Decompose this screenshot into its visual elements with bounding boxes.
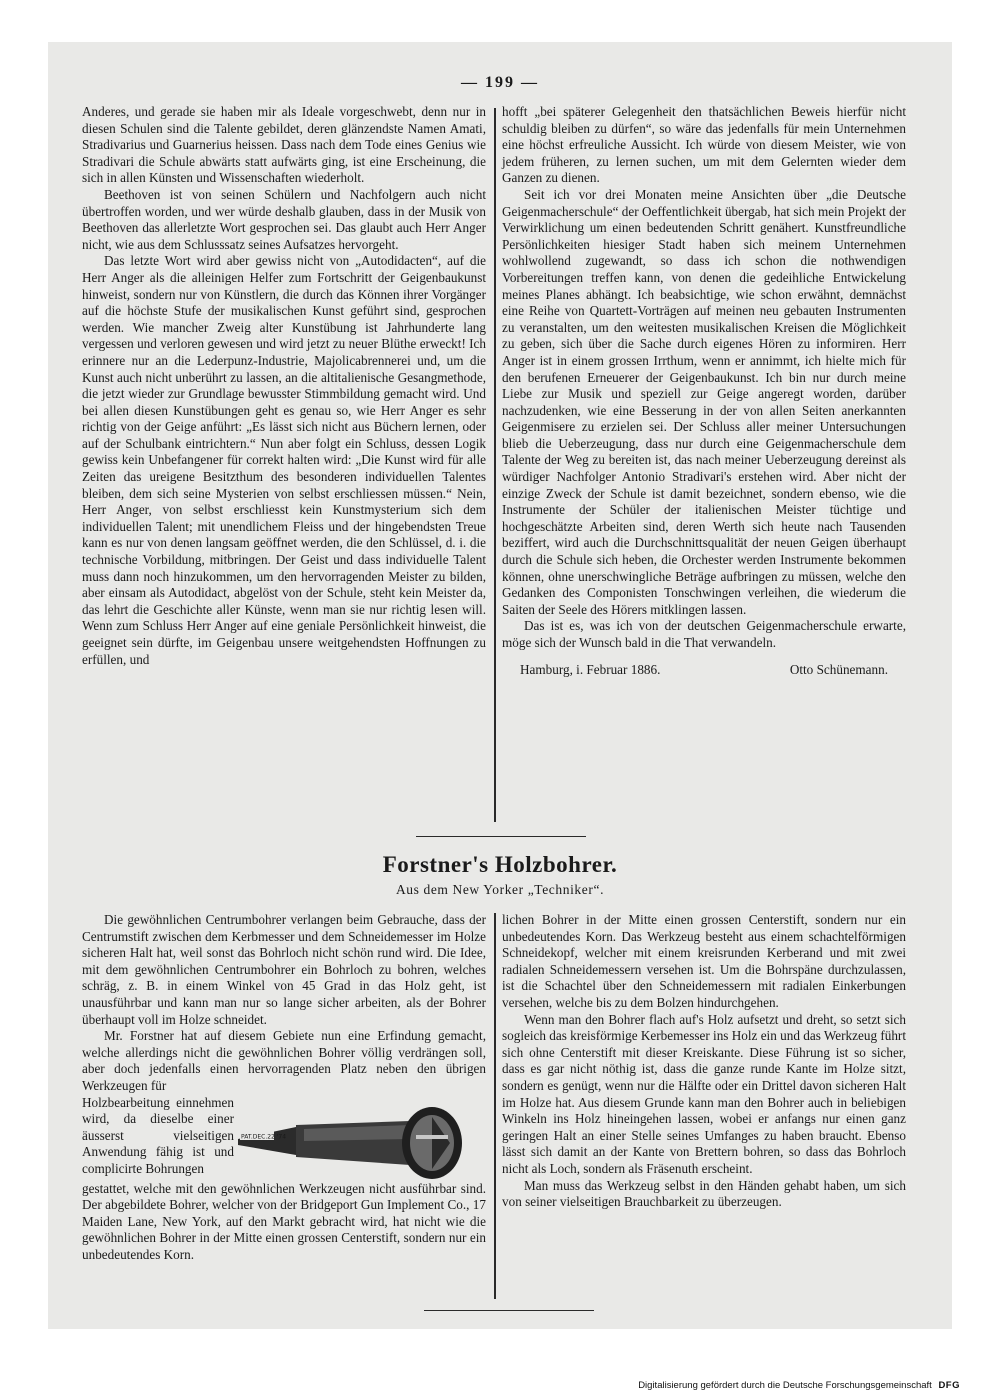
place-date: Hamburg, i. Februar 1886. <box>520 661 661 677</box>
paragraph: Man muss das Werkzeug selbst in den Händen gehabt haben, um sich von seiner vielseitigen Brauchbarkeit zu überzeugen. <box>502 1177 906 1210</box>
paragraph: lichen Bohrer in der Mitte einen grossen Centerstift, sondern nur ein unbedeutendes Korn. Das Werkzeug besteht aus einem schachtelförmigen Schneidekopf, welcher mit einem kreisrunden Kerberand und mit zwei radialen Schneidemessern versehen ist. Um die Bohrspäne durchzulassen, ist die Schachtel über den Schneidemessern mit radialen Einkerbungen versehen, welche bis zu dem Bolzen hindurchgehen. <box>502 912 906 1010</box>
article-title: Forstner's Holzbohrer. <box>382 852 618 877</box>
signature-line <box>502 662 906 679</box>
article-subtitle: Aus dem New Yorker „Techniker“. <box>395 882 605 897</box>
paragraph: Das ist es, was ich von der deutschen Geigenmacherschule erwarte, möge sich der Wunsch bald in die That verwandeln. <box>502 618 906 650</box>
letter-column-right <box>502 104 906 678</box>
paragraph: Beethoven ist von seinen Schülern und Nachfolgern auch nicht übertroffen worden, und wer würde deshalb glauben, dass in der Musik von Beethoven das allerletzte Wort gesprochen sei. Das glaubt auch Herr Anger nicht, wie aus dem Schlusssatz seines Aufsatzes hervorgeht. <box>82 186 486 252</box>
end-rule <box>424 1310 594 1311</box>
author-name: Otto Schünemann. <box>789 661 888 677</box>
dfg-logo: DFG <box>938 1380 960 1391</box>
figure-stamp: PAT.DEC.22 '74 <box>241 1133 287 1141</box>
figure-row <box>82 1095 486 1181</box>
paragraph: Mr. Forstner hat auf diesem Gebiete nun eine Erfindung gemacht, welche allerdings nicht die gewöhnlichen Bohrer völlig verdrängen soll, aber doch jedenfalls einen hervorragenden Platz neben den übrigen Werkzeugen für <box>82 1028 486 1093</box>
paragraph: hofft „bei späterer Gelegenheit den thatsächlichen Beweis hierfür nicht schuldig bleiben zu dürfen“, so wäre das jedenfalls für mein Unternehmen eine höchst erfreuliche Aussicht. Ich würde von diesem Meister, wie von jedem früheren, zu lernen suchen, um mit dem Gelernten wieder dem Ganzen zu dienen. <box>502 104 906 186</box>
paragraph: Die gewöhnlichen Centrumbohrer verlangen beim Gebrauche, dass der Centrumstift zwischen dem Kerbmesser und dem Schneidemesser im Holze sicheren Halt hat, weil sonst das Bohrloch nicht schön rund wird. Die Idee, mit dem gewöhnlichen Centrumbohrer ein Bohrloch zu bohren, welches schräg, z. B. in einem Winkel von 45 Grad in das Holz geht, ist unausführbar und kann man nur so lange sicher arbeiten, als der Bohrer überhaupt voll im Holze schneidet. <box>82 912 486 1027</box>
drill-bit-icon <box>234 1095 484 1181</box>
article-column-right <box>502 912 906 1211</box>
forstner-bit-illustration <box>234 1095 486 1181</box>
page-number: — 199 — <box>461 74 539 91</box>
footer <box>600 1380 960 1391</box>
section-rule <box>416 836 586 837</box>
paragraph: Wenn man den Bohrer flach auf's Holz aufsetzt und dreht, so setzt sich sogleich das kreisförmige Kerbemesser ins Holz ein und das Werkzeug führt sich ohne Centerstift mit dieser Kreiskante. Diese Führung ist so sicher, dass es gar nicht nöthig ist, dass die ganze runde Kante im Holze sitzt, sondern es genügt, wenn nur die Hälfte oder ein Drittel davon sicheren Halt im Holze hat. Aus diesem Grunde kann man den Bohrer auch in beliebigen Winkeln ins Holz hineingehen lassen, wobei er anfangs nur einen ganz geringen Halt an einer Stelle seines Umfanges zu haben braucht. Ebenso lässt sich damit an der Kante von Brettern bohren, so dass das Bohrloch nicht als Loch, sondern als Fräsenuth erscheint. <box>502 1011 906 1176</box>
column-divider <box>494 108 496 822</box>
funding-note: Digitalisierung gefördert durch die Deutsche Forschungsgemeinschaft <box>638 1380 932 1391</box>
column-divider <box>494 913 496 1299</box>
letter-column-left <box>82 104 486 668</box>
figure-wrap-text: Holzbearbeitung einnehmen wird, da dieselbe einer äusserst vielseitigen Anwendung fähig ist und complicirte Bohrungen <box>82 1094 234 1176</box>
paragraph: Anderes, und gerade sie haben mir als Ideale vorgeschwebt, denn nur in diesen Schulen sind die Talente gebildet, deren glänzendste Namen Amati, Stradivarius und Guarnerius heissen. Dass nach dem Tode eines Genius wie Stradivari die Schule abwärts statt aufwärts ging, ist eine Erscheinung, die sich in allen Künsten und Wissenschaften wiederholt. <box>82 104 486 186</box>
article-column-left <box>82 912 486 1264</box>
paragraph: Seit ich vor drei Monaten meine Ansichten über „die Deutsche Geigenmacherschule“ der Oeffentlichkeit übergab, hat sich mein Projekt der Verwirklichung um einen bedeutenden Schritt genähert. Kunstfreundliche Persönlichkeiten hiesiger Stadt haben sich meinem Unternehmen wohlwollend zugewandt, so dass ich schon die nothwendigen Vorbereitungen treffen kann, von denen die gedeihliche Entwickelung meines Planes abhängt. Ich beabsichtige, wie schon erwähnt, demnächst eine Reihe von Quartett-Vorträgen auf meinen neu gebauten Instrumenten zu veranstalten, um den weitesten musikalischen Kreisen die Möglichkeit zu geben, sich über die Sache durch eigenes Hören zu informiren. Herr Anger ist in einem grossen Irrthum, wenn er annimmt, ich hielte mich für den berufenen Erneuerer der Geigenbaukunst. Ich bin nur durch meine Liebe zur Musik und speziell zur Geige angeregt worden, darüber nachzudenken, wie eine Besserung in der von allen Seiten anerkannten Geigenmisere zu erzielen sei. Der Schluss aller meiner Untersuchungen blieb die Ueberzeugung, dass nur durch eine Geigenmacherschule dem Talente der Weg zu bereiten ist, das nach meiner Ueberzeugung dereinst als würdiger Nachfolger Antonio Stradivari's erstehen wird. Aber nicht der einzige Zweck der Schule ist damit bezeichnet, sondern ebenso, wie die Instrumente der Schüler der italienischen Meister tüchtige und hochgeschätzte Arbeiten sind, deren Werth sich heute nach Tausenden beziffert, wird auch die Durchschnittsqualität der neuen Geigen überhaupt durch die Schule sich heben, die Orchester werden Instrumente bekommen können, ohne unerschwingliche Beträge aufbringen zu müssen, welche den Gedanken des Componisten Tonschwingen verleihen, die wiederum die Saiten der Seele des Hörers mitklingen lassen. <box>502 186 906 617</box>
paragraph: gestattet, welche mit den gewöhnlichen Werkzeugen nicht ausführbar sind. Der abgebildete Bohrer, welcher von der Bridgeport Gun Implement Co., 17 Maiden Lane, New York, auf den Markt gebracht wird, hat nicht wie die gewöhnlichen Bohrer in der Mitte einen grossen Centerstift, sondern nur ein unbedeutendes Korn. <box>82 1180 486 1262</box>
paragraph: Das letzte Wort wird aber gewiss nicht von „Autodidacten“, auf die Herr Anger als die alleinigen Helfer zum Fortschritt der Geigenbaukunst hinweist, sondern nur von Künstlern, die durch das Können ihrer Vorgänger auf die höchste Stufe der musikalischen Kunst geführt sind, gesprochen werden. Wie mancher Zweig alter Kunstübung ist Jahrhunderte lang vergessen und verloren gewesen und wird jetzt zu neuer Blüthe erweckt! Ich erinnere nur an die Lederpunz-Industrie, Majolicabrennerei und, um die Kunst auch nicht unberührt zu lassen, an die altitalienische Gesangmethode, die jetzt wieder zur Grundlage bewusster Stimmbildung gemacht wird. Und bei allen diesen Kunstübungen geht es genau so, wie Herr Anger es sehr richtig von der Geige anführt: „Es lässt sich nicht aus Büchern lernen, oder auf der Schulbank eintrichtern.“ Nun aber folgt ein Schluss, dessen Logik gewiss kein Unbefangener für correkt halten wird: „Die Kunst wird für alle Zeiten das ureigene Besitzthum des besonderen individuellen Talentes bleiben, dem sich seine Mysterien von selbst erschliessen müssen.“ Nein, Herr Anger, von selbst erschliesst kein Kunstmysterium sich dem individuellen Talent; mit unendlichem Fleiss und der hingebendsten Treue kann es nur von denen langsam geöffnet werden, die den Schlüssel, d. i. die technische Vorbildung, mitbringen. Der Geist und dass individuelle Talent muss dann noch hinzukommen, um den hervorragenden Meister zu bilden, aber einsam als Autodidact, abgelöst von der Schule, steht kein Meister da, das lehrt die Geschichte aller Künste, wenn man sie nur richtig lesen will. Wenn zum Schluss Herr Anger auf eine geniale Persönlichkeit hinweist, die geeignet sein dürfte, im Geigenbau unsere weitgehendsten Hoffnungen zu erfüllen, und <box>82 253 486 667</box>
